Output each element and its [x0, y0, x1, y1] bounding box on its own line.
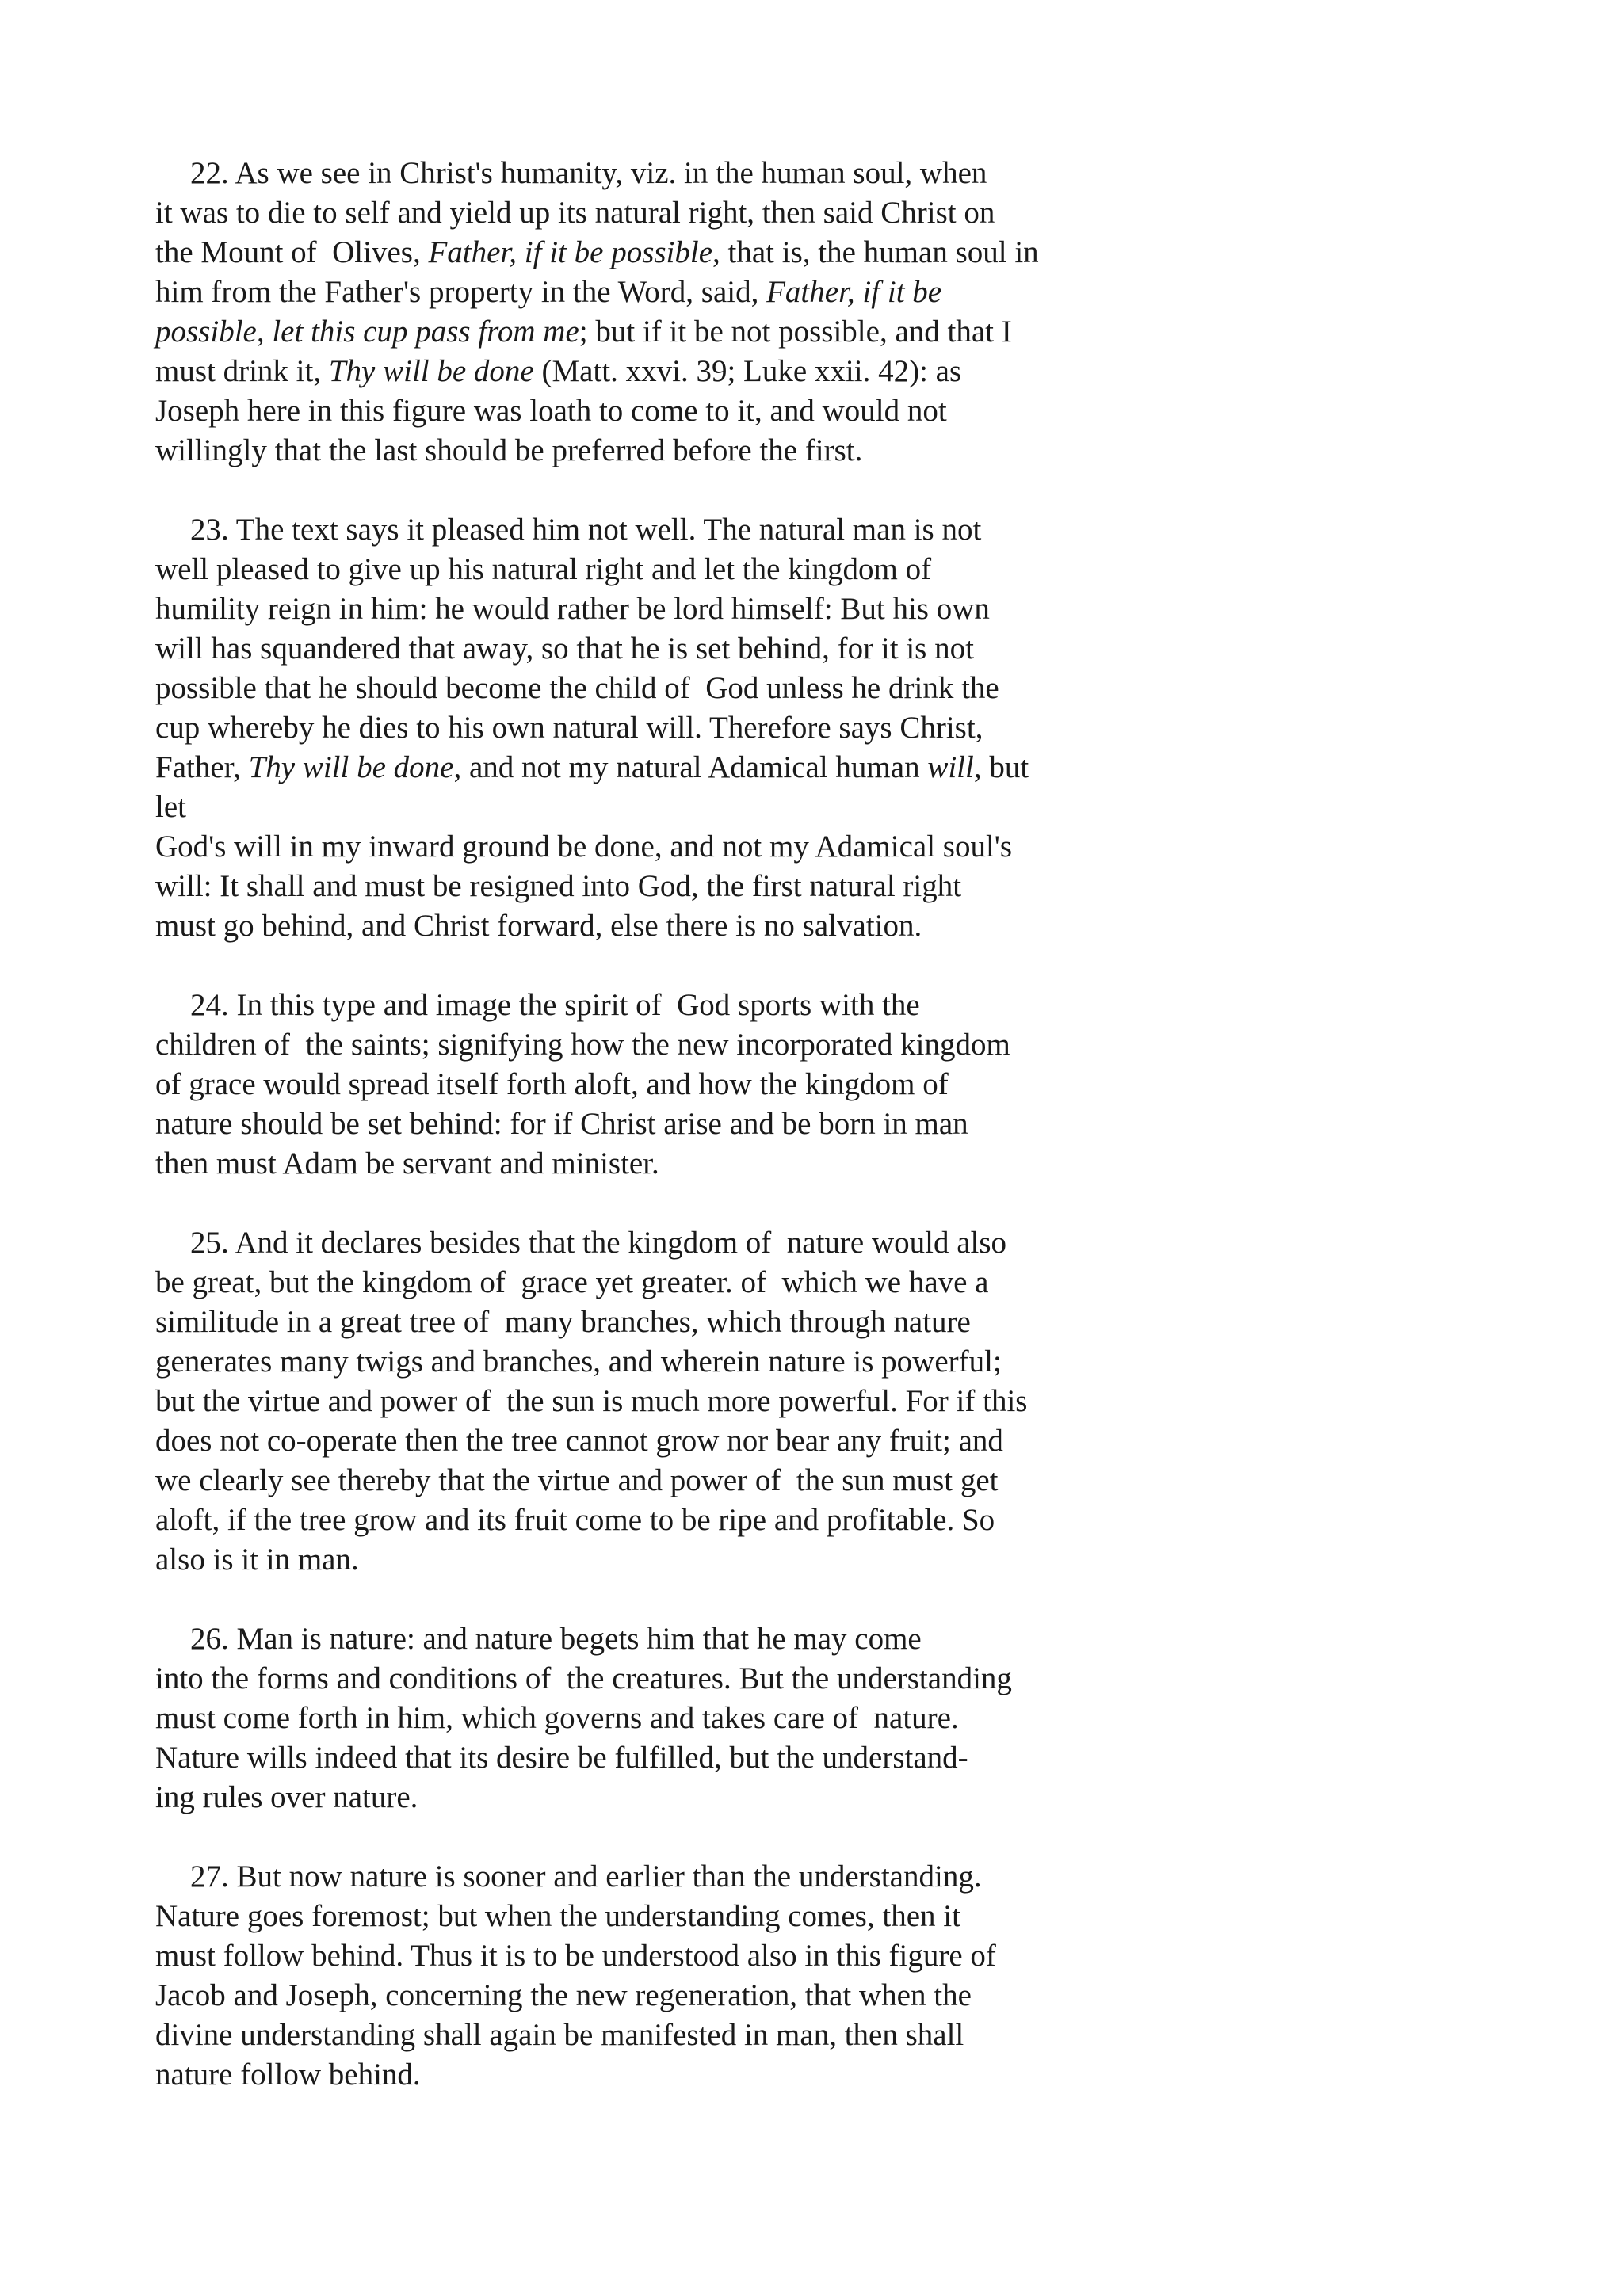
text-segment: aloft, if the tree grow and its fruit come to be ripe and profitable. So	[155, 1503, 995, 1537]
text-line	[155, 1501, 1518, 1540]
italic-text: Father, if it be	[766, 275, 942, 309]
text-line	[155, 867, 1518, 906]
text-segment: generates many twigs and branches, and wherein nature is powerful;	[155, 1344, 1002, 1379]
italic-text: Father, if it be possible	[428, 235, 713, 269]
text-segment: humility reign in him: he would rather be lord himself: But his own	[155, 592, 990, 626]
text-segment: possible that he should become the child of God unless he drink the	[155, 671, 999, 705]
text-segment: Nature goes foremost; but when the understanding comes, then it	[155, 1899, 960, 1933]
text-line	[155, 1223, 1518, 1263]
text-line	[155, 510, 1518, 550]
italic-text: Thy will be done	[248, 750, 454, 784]
text-line	[155, 1619, 1518, 1659]
text-line	[155, 2016, 1518, 2055]
text-segment: similitude in a great tree of many branches, which through nature	[155, 1305, 971, 1339]
text-segment: must drink it,	[155, 354, 329, 388]
text-segment: divine understanding shall again be manifested in man, then shall	[155, 2018, 964, 2052]
text-segment: but the virtue and power of the sun is much more powerful. For if this	[155, 1384, 1028, 1418]
text-segment: well pleased to give up his natural right and let the kingdom of	[155, 552, 932, 586]
text-line	[155, 352, 1518, 391]
text-line	[155, 1025, 1518, 1065]
text-segment: must follow behind. Thus it is to be understood also in this figure of	[155, 1939, 996, 1973]
text-segment: Father,	[155, 750, 249, 784]
text-line	[155, 391, 1518, 431]
text-segment: ing rules over nature.	[155, 1780, 418, 1814]
text-segment: , but	[973, 750, 1029, 784]
text-line	[155, 748, 1518, 788]
text-segment: 22. As we see in Christ's humanity, viz. in the human soul, when	[190, 156, 987, 190]
text-line	[155, 1461, 1518, 1501]
text-segment: the Mount of Olives,	[155, 235, 429, 269]
text-line	[155, 1342, 1518, 1382]
text-line	[155, 986, 1518, 1025]
text-segment: of grace would spread itself forth aloft, and how the kingdom of	[155, 1067, 949, 1101]
text-segment: 25. And it declares besides that the kingdom of nature would also	[190, 1226, 1007, 1260]
text-segment: him from the Father's property in the Word, said,	[155, 275, 767, 309]
text-line	[155, 1699, 1518, 1738]
text-segment: (Matt. xxvi. 39; Luke xxii. 42): as	[533, 354, 962, 388]
text-segment: then must Adam be servant and minister.	[155, 1146, 659, 1180]
text-line	[155, 1897, 1518, 1936]
text-line	[155, 1659, 1518, 1699]
text-segment: it was to die to self and yield up its natural right, then said Christ on	[155, 196, 995, 230]
text-line	[155, 312, 1518, 352]
text-segment: will has squandered that away, so that he is set behind, for it is not	[155, 631, 974, 666]
text-segment: cup whereby he dies to his own natural will. Therefore says Christ,	[155, 711, 983, 745]
text-line	[155, 589, 1518, 629]
text-line	[155, 1263, 1518, 1302]
text-line	[155, 708, 1518, 748]
text-segment: willingly that the last should be preferred before the first.	[155, 433, 863, 467]
italic-text: Thy will be done	[328, 354, 534, 388]
text-line	[155, 1976, 1518, 2016]
text-segment: , and not my natural Adamical human	[453, 750, 928, 784]
italic-text: possible, let this cup pass from me	[155, 315, 579, 349]
text-segment: Joseph here in this figure was loath to come to it, and would not	[155, 394, 947, 428]
text-segment: Jacob and Joseph, concerning the new regeneration, that when the	[155, 1978, 972, 2012]
text-line	[155, 193, 1518, 233]
text-line	[155, 273, 1518, 312]
paragraph	[155, 510, 1518, 946]
text-line	[155, 906, 1518, 946]
text-segment: does not co-operate then the tree cannot grow nor bear any fruit; and	[155, 1424, 1003, 1458]
text-segment: must come forth in him, which governs and takes care of nature.	[155, 1701, 959, 1735]
text-segment: 27. But now nature is sooner and earlier than the understanding.	[190, 1859, 982, 1894]
text-segment: will: It shall and must be resigned into God, the first natural right	[155, 869, 962, 903]
text-line	[155, 431, 1518, 471]
text-line	[155, 1382, 1518, 1421]
text-segment: also is it in man.	[155, 1543, 359, 1577]
text-segment: 23. The text says it pleased him not well. The natural man is not	[190, 513, 982, 547]
paragraph	[155, 154, 1518, 471]
paragraph	[155, 1619, 1518, 1817]
text-segment: 26. Man is nature: and nature begets him that he may come	[190, 1622, 922, 1656]
text-segment: into the forms and conditions of the creatures. But the understanding	[155, 1661, 1012, 1695]
text-line	[155, 788, 1518, 827]
italic-text: will	[927, 750, 974, 784]
text-line	[155, 629, 1518, 669]
text-segment: , that is, the human soul in	[712, 235, 1039, 269]
text-line	[155, 1540, 1518, 1580]
text-segment: nature should be set behind: for if Christ arise and be born in man	[155, 1107, 968, 1141]
text-line	[155, 1144, 1518, 1184]
text-line	[155, 1738, 1518, 1778]
text-line	[155, 1065, 1518, 1104]
text-line	[155, 2055, 1518, 2095]
text-line	[155, 154, 1518, 193]
text-segment: must go behind, and Christ forward, else there is no salvation.	[155, 909, 922, 943]
text-segment: nature follow behind.	[155, 2058, 421, 2092]
text-segment: children of the saints; signifying how the new incorporated kingdom	[155, 1028, 1010, 1062]
text-line	[155, 233, 1518, 273]
text-line	[155, 669, 1518, 708]
paragraph	[155, 1223, 1518, 1580]
text-segment: ; but if it be not possible, and that I	[579, 315, 1012, 349]
text-line	[155, 1421, 1518, 1461]
text-segment: 24. In this type and image the spirit of God sports with the	[190, 988, 920, 1022]
text-segment: Nature wills indeed that its desire be fulfilled, but the understand-	[155, 1741, 968, 1775]
text-line	[155, 1104, 1518, 1144]
document-page	[155, 154, 1518, 2134]
text-segment: be great, but the kingdom of grace yet greater. of which we have a	[155, 1265, 989, 1299]
text-line	[155, 1857, 1518, 1897]
text-segment: we clearly see thereby that the virtue and power of the sun must get	[155, 1463, 999, 1497]
text-line	[155, 1778, 1518, 1817]
text-line	[155, 827, 1518, 867]
paragraph	[155, 1857, 1518, 2095]
text-line	[155, 1302, 1518, 1342]
text-segment: God's will in my inward ground be done, and not my Adamical soul's	[155, 830, 1013, 864]
text-line	[155, 1936, 1518, 1976]
text-segment: let	[155, 790, 186, 824]
paragraph	[155, 986, 1518, 1184]
text-line	[155, 550, 1518, 589]
